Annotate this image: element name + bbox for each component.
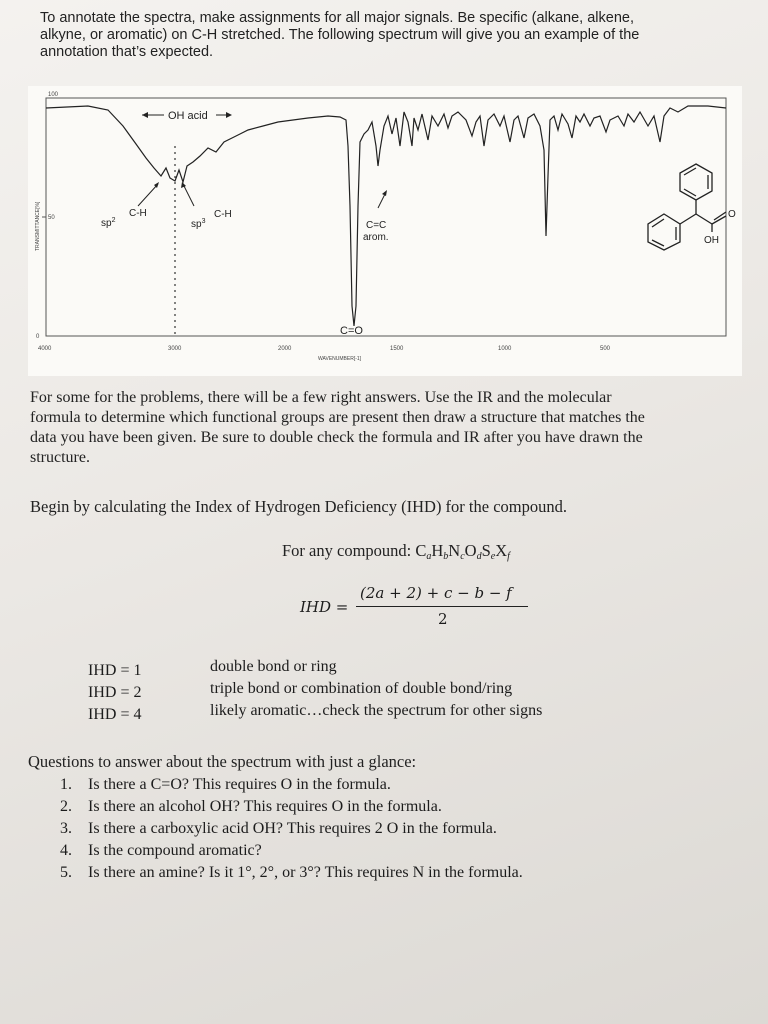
- element: X: [495, 541, 508, 560]
- question-number: 3.: [60, 820, 72, 837]
- question-number: 5.: [60, 864, 72, 881]
- question-number: 2.: [60, 798, 72, 815]
- ihd-description: likely aromatic…check the spectrum for other signs: [210, 702, 543, 719]
- co-label: C=O: [340, 325, 363, 337]
- x-tick-label: 2000: [278, 346, 292, 352]
- intro-line: alkyne, or aromatic) on C-H stretched. The following spectrum will give you an example of the: [40, 27, 640, 43]
- question-item: [60, 840, 523, 862]
- questions-list: [60, 774, 523, 884]
- intro-line: To annotate the spectra, make assignments for all major signals. Be specific (alkane, alkene,: [40, 10, 634, 26]
- ir-spectrum-figure: [28, 86, 742, 376]
- ir-spectrum-svg: [28, 86, 742, 376]
- formula-lhs: IHD =: [300, 598, 349, 616]
- ihd-value: IHD = 1: [88, 662, 142, 679]
- y-axis-label: TRANSMITTANCE[%]: [35, 201, 41, 251]
- sp2-ch-label: C-H: [129, 208, 147, 219]
- element: O: [464, 541, 477, 560]
- ihd-intro: Begin by calculating the Index of Hydrogen Deficiency (IHD) for the compound.: [30, 497, 567, 516]
- question-item: [60, 774, 523, 796]
- general-formula: [282, 541, 510, 562]
- ihd-description: double bond or ring: [210, 658, 337, 675]
- intro-instructions: [40, 10, 740, 61]
- fraction-bar: [356, 606, 528, 607]
- element: N: [448, 541, 461, 560]
- question-item: [60, 818, 523, 840]
- question-number: 1.: [60, 776, 72, 793]
- sp3-ch-label: C-H: [214, 209, 232, 220]
- ihd-formula: [300, 580, 560, 640]
- formula-denominator: 2: [438, 610, 448, 628]
- element: H: [431, 541, 444, 560]
- x-axis-label: WAVENUMBER[-1]: [318, 356, 362, 362]
- subscript: a: [426, 551, 432, 562]
- para-line: structure.: [30, 449, 90, 466]
- para-line: formula to determine which functional groups are present then draw a structure that matches the: [30, 409, 645, 426]
- ihd-description: triple bond or combination of double bond/ring: [210, 680, 513, 697]
- question-text: Is there an alcohol OH? This requires O in the formula.: [88, 798, 442, 815]
- subscript: d: [476, 551, 482, 562]
- subscript: f: [507, 551, 510, 562]
- hydroxyl-label: OH: [704, 235, 719, 246]
- subscript: e: [490, 551, 496, 562]
- subscript: b: [443, 551, 449, 562]
- sp2-label: $sp^2$: [101, 217, 116, 229]
- ihd-values: [88, 660, 141, 726]
- x-tick-label: 500: [600, 346, 611, 352]
- spectrum-background: [28, 86, 742, 376]
- x-tick-label: 1000: [498, 346, 512, 352]
- y-tick-label: 100: [48, 92, 59, 98]
- x-tick-label: 4000: [38, 346, 52, 352]
- ihd-descriptions: [210, 656, 542, 722]
- para-line: data you have been given. Be sure to double check the formula and IR after you have drawn the: [30, 429, 643, 446]
- question-item: [60, 796, 523, 818]
- oxygen-label: O: [728, 209, 736, 220]
- element: S: [481, 541, 491, 560]
- formula-prefix: For any compound: C: [282, 541, 427, 560]
- intro-line: annotation that’s expected.: [40, 44, 214, 60]
- arom-label: arom.: [363, 232, 389, 243]
- y-tick-label: 0: [36, 334, 40, 340]
- x-tick-label: 3000: [168, 346, 182, 352]
- question-text: Is there a carboxylic acid OH? This requires 2 O in the formula.: [88, 820, 497, 837]
- question-item: [60, 862, 523, 884]
- question-text: Is there an amine? Is it 1°, 2°, or 3°? This requires N in the formula.: [88, 864, 523, 881]
- y-tick-label: 50: [48, 215, 55, 221]
- instructions-paragraph: [30, 388, 742, 468]
- questions-title: Questions to answer about the spectrum with just a glance:: [28, 752, 417, 771]
- ihd-value: IHD = 2: [88, 684, 142, 701]
- cc-label: C=C: [366, 220, 387, 231]
- x-tick-label: 1500: [390, 346, 404, 352]
- ihd-value: IHD = 4: [88, 706, 142, 723]
- sp3-label: $sp^3$: [191, 218, 206, 230]
- question-number: 4.: [60, 842, 72, 859]
- question-text: Is there a C=O? This requires O in the formula.: [88, 776, 391, 793]
- formula-numerator: (2a + 2) + c − b − f: [360, 584, 512, 602]
- question-text: Is the compound aromatic?: [88, 842, 262, 859]
- oh-acid-label: OH acid: [168, 110, 208, 122]
- subscript: c: [460, 551, 465, 562]
- para-line: For some for the problems, there will be a few right answers. Use the IR and the molecular: [30, 389, 612, 406]
